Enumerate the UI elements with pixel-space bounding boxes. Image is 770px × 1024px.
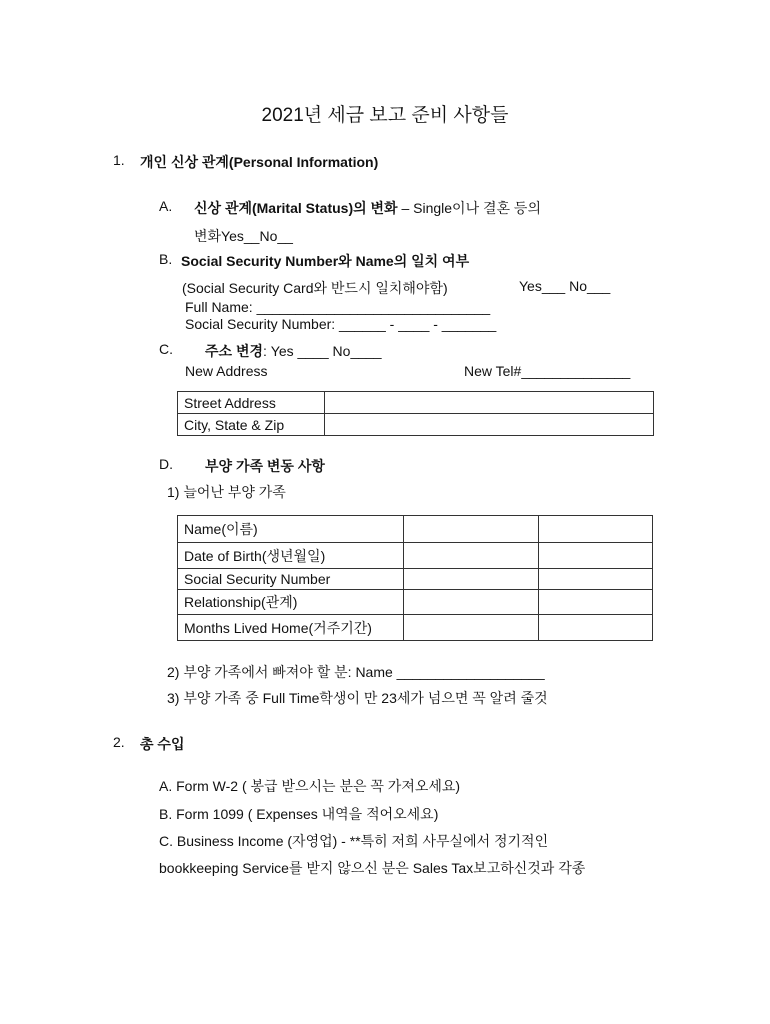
- item-b-heading: Social Security Number와 Name의 일치 여부: [181, 253, 470, 269]
- item-a-line2: 변화Yes__No__: [194, 228, 293, 244]
- dependents-table: [177, 515, 653, 641]
- dependent-input-cell[interactable]: [539, 516, 653, 543]
- dependent-row-label: Date of Birth(생년월일): [178, 543, 404, 569]
- new-address-label: New Address: [185, 363, 268, 379]
- table-row: [178, 414, 654, 436]
- table-row: [178, 516, 653, 543]
- dependent-input-cell[interactable]: [404, 543, 539, 569]
- address-input-cell[interactable]: [325, 414, 654, 436]
- page-title: 2021년 세금 보고 준비 사항들: [261, 105, 509, 126]
- dependent-input-cell[interactable]: [404, 590, 539, 615]
- table-row: [178, 615, 653, 641]
- item-c-heading-bold: 주소 변경: [205, 343, 263, 359]
- full-name-line: Full Name: ______________________________: [185, 299, 491, 315]
- item-b-yesno: Yes___ No___: [519, 278, 611, 294]
- item-a-letter: A.: [159, 198, 173, 214]
- table-row: [178, 569, 653, 590]
- item-c-letter: C.: [159, 341, 173, 357]
- dependent-input-cell[interactable]: [404, 569, 539, 590]
- item-d-3: 3) 부양 가족 중 Full Time학생이 만 23세가 넘으면 꼭 알려 줄것: [167, 690, 548, 706]
- section2-item-c-line2: bookkeeping Service를 받지 않으신 분은 Sales Tax보고하신것과 각종: [159, 860, 586, 876]
- section1-heading: 개인 신상 관계(Personal Information): [140, 154, 379, 170]
- dependent-input-cell[interactable]: [539, 590, 653, 615]
- section1-number: 1.: [113, 152, 125, 168]
- dependent-row-label: Social Security Number: [178, 569, 404, 590]
- address-row-label: Street Address: [178, 392, 325, 414]
- item-a-heading: [194, 198, 541, 218]
- ssn-line: Social Security Number: ______ - ____ - _______: [185, 316, 497, 332]
- item-d-2: 2) 부양 가족에서 빠져야 할 분: Name ___________________: [167, 664, 545, 680]
- item-a-heading-rest: – Single이나 결혼 등의: [397, 200, 541, 216]
- dependent-input-cell[interactable]: [539, 615, 653, 641]
- dependent-input-cell[interactable]: [539, 543, 653, 569]
- dependent-input-cell[interactable]: [404, 615, 539, 641]
- section2-heading: 총 수입: [140, 736, 185, 752]
- item-c-heading-rest: : Yes ____ No____: [263, 343, 382, 359]
- table-row: [178, 590, 653, 615]
- item-d-letter: D.: [159, 456, 173, 472]
- section2-number: 2.: [113, 734, 125, 750]
- dependent-row-label: Months Lived Home(거주기간): [178, 615, 404, 641]
- item-b-note: (Social Security Card와 반드시 일치해야함): [182, 280, 448, 296]
- address-row-label: City, State & Zip: [178, 414, 325, 436]
- dependent-row-label: Name(이름): [178, 516, 404, 543]
- item-c-heading: [205, 341, 382, 361]
- dependent-row-label: Relationship(관계): [178, 590, 404, 615]
- new-tel-label: New Tel#______________: [464, 363, 631, 379]
- item-d-1: 1) 늘어난 부양 가족: [167, 484, 286, 500]
- item-d-heading: 부양 가족 변동 사항: [205, 458, 325, 474]
- item-b-letter: B.: [159, 251, 173, 267]
- item-a-heading-bold: 신상 관계(Marital Status)의 변화: [194, 200, 398, 216]
- section2-item-b: B. Form 1099 ( Expenses 내역을 적어오세요): [159, 806, 439, 822]
- address-input-cell[interactable]: [325, 392, 654, 414]
- dependent-input-cell[interactable]: [404, 516, 539, 543]
- section2-item-a: A. Form W-2 ( 봉급 받으시는 분은 꼭 가져오세요): [159, 778, 461, 794]
- table-row: [178, 543, 653, 569]
- dependent-input-cell[interactable]: [539, 569, 653, 590]
- address-table: [177, 391, 654, 436]
- table-row: [178, 392, 654, 414]
- section2-item-c: C. Business Income (자영업) - **특히 저희 사무실에서 정기적인: [159, 833, 549, 849]
